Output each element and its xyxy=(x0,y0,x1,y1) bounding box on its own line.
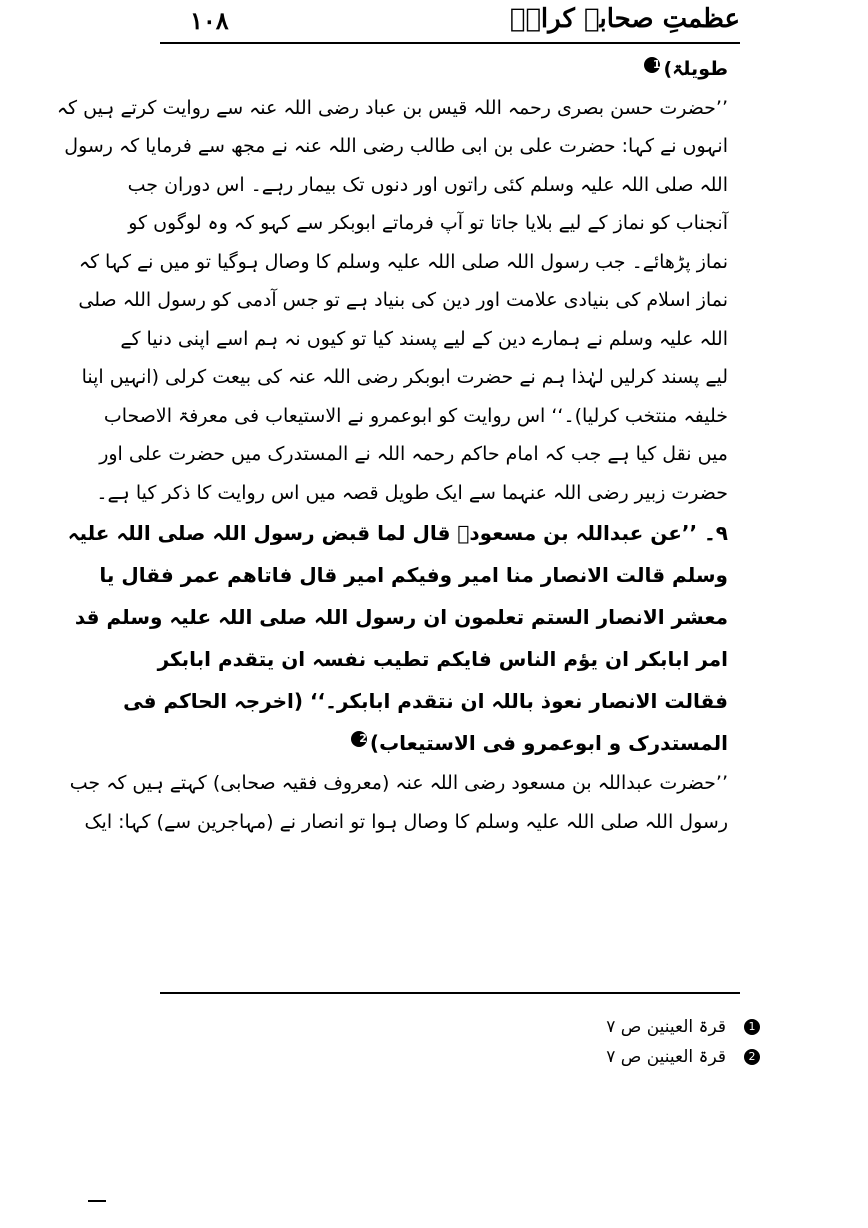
text-line: لیے پسند کرلیں لہٰذا ہم نے حضرت ابوبکر رضی اللہ عنہ کی بیعت کرلی (انہیں اپنا xyxy=(81,366,728,388)
footnote-rule xyxy=(160,992,740,994)
footnotes xyxy=(500,1012,760,1072)
page-header xyxy=(160,4,740,44)
arabic-line: ۹۔ ’’عن عبداللہ بن مسعودؓ قال لما قبض رسول اللہ صلی اللہ علیہ xyxy=(67,521,728,545)
footnote-ref-2: 2 xyxy=(351,731,367,747)
intro-line xyxy=(168,50,728,89)
footnote-marker: 1 xyxy=(744,1019,760,1035)
footnote-2 xyxy=(500,1042,760,1072)
arabic-line: امر ابابکر ان یؤم الناس فایکم تطیب نفسہ ان یتقدم ابابکر xyxy=(157,647,728,671)
text-line: آنجناب کو نماز کے لیے بلایا جاتا تو آپ فرماتے ابوبکر سے کہو کہ وہ لوگوں کو xyxy=(128,212,728,234)
arabic-line: معشر الانصار الستم تعلمون ان رسول اللہ صلی اللہ علیہ وسلم قد xyxy=(74,605,728,629)
arabic-line-text: المستدرک و ابوعمرو فی الاستیعاب) xyxy=(369,731,728,755)
arabic-line: وسلم قالت الانصار منا امیر وفیکم امیر قال فاتاھم عمر فقال یا xyxy=(99,563,728,587)
text-line: رسول اللہ صلی اللہ علیہ وسلم کا وصال ہوا تو انصار نے (مہاجرین سے) کہا: ایک xyxy=(84,810,728,833)
main-text xyxy=(56,50,728,841)
text-line: ’’حضرت حسن بصری رحمہ اللہ قیس بن عباد رضی اللہ عنہ سے روایت کرتے ہیں کہ xyxy=(56,96,728,119)
arabic-line: فقالت الانصار نعوذ باللہ ان نتقدم ابابکر۔‘‘ (اخرجہ الحاکم فی xyxy=(123,689,728,713)
text-line: حضرت زبیر رضی اللہ عنہما سے ایک طویل قصہ میں اس روایت کا ذکر کیا ہے۔ xyxy=(96,481,728,504)
footnote-text: قرۃ العینین ص ۷ xyxy=(606,1017,726,1037)
text-line: نماز اسلام کی بنیادی علامت اور دین کی بنیاد ہے تو جس آدمی کو رسول اللہ صلی xyxy=(78,289,728,311)
header-rule xyxy=(160,42,740,44)
urdu-paragraph-1 xyxy=(56,89,728,513)
arabic-hadith-paragraph xyxy=(67,512,728,764)
arabic-line-last xyxy=(168,722,728,764)
footnote-1 xyxy=(500,1012,760,1042)
intro-text: طویلۃ) xyxy=(663,58,728,80)
text-line: خلیفہ منتخب کرلیا)۔‘‘ اس روایت کو ابوعمرو نے الاستیعاب فی معرفۃ الاصحاب xyxy=(103,404,728,427)
running-title: عظمتِ صحابہ کرامؓ xyxy=(509,4,740,34)
urdu-paragraph-2 xyxy=(69,764,728,841)
text-line: انہوں نے کہا: حضرت علی بن ابی طالب رضی اللہ عنہ نے مجھ سے فرمایا کہ رسول xyxy=(64,135,728,157)
text-line: اللہ علیہ وسلم نے ہمارے دین کے لیے پسند کیا تو کیوں نہ ہم اسے اپنی دنیا کے xyxy=(120,327,728,350)
text-line: میں نقل کیا ہے جب کہ امام حاکم رحمہ اللہ نے المستدرک میں حضرت علی اور xyxy=(99,443,728,465)
text-line: اللہ صلی اللہ علیہ وسلم کئی راتوں اور دنوں تک بیمار رہے۔ اس دوران جب xyxy=(127,173,728,196)
text-line: ’’حضرت عبداللہ بن مسعود رضی اللہ عنہ (معروف فقیہ صحابی) کہتے ہیں کہ جب xyxy=(69,772,728,794)
footnote-marker: 2 xyxy=(744,1049,760,1065)
footnote-ref-1: 1 xyxy=(644,57,660,73)
text-line: نماز پڑھائے۔ جب رسول اللہ صلی اللہ علیہ وسلم کا وصال ہوگیا تو میں نے کہا کہ xyxy=(78,250,728,273)
scan-edge-mark xyxy=(88,1200,106,1202)
page-number: ۱۰۸ xyxy=(190,6,229,35)
footnote-text: قرۃ العینین ص ۷ xyxy=(606,1047,726,1067)
